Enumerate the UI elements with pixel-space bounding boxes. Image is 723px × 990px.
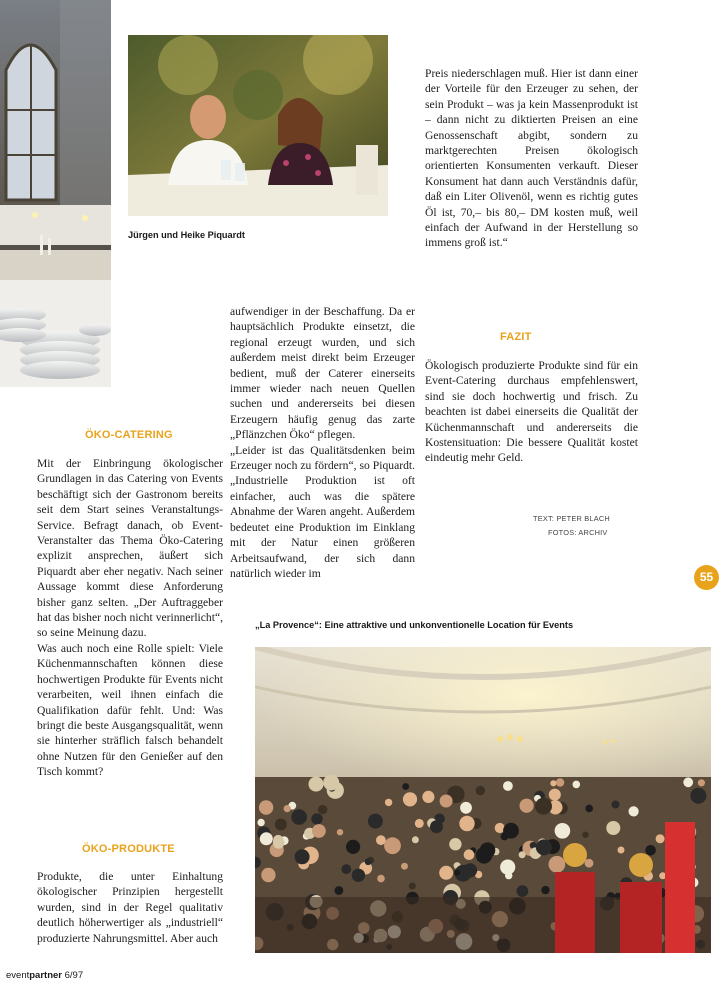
text-credit: TEXT: PETER BLACH — [533, 514, 610, 523]
middle-column — [230, 304, 415, 581]
hall-caption: „La Provence“: Eine attraktive und unkonventionelle Location für Events — [255, 620, 574, 630]
oeko-catering-heading: ÖKO-CATERING — [85, 429, 173, 441]
paragraph: aufwendiger in der Beschaffung. Da er hauptsächlich Produkte einsetzt, die regional erzeugt wurden, und sich außerdem meist direkt beim Erzeuger bedient, muß der Caterer einerseits immer wieder nach neuen Quellen suchen und andererseits bei diesen Erzeugern häufig genug das zarte „Pflänzchen Öko“ pflegen. — [230, 305, 415, 442]
couple-caption: Jürgen und Heike Piquardt — [128, 230, 245, 240]
banquet-photo — [0, 0, 111, 387]
paragraph: Mit der Einbringung ökologischer Grundlagen in das Catering von Events beschäftigt sich der Gastronom bereits seit dem Start seines Veranstaltungs-Service. Befragt danach, ob Event-Veranstalter das Thema Öko-Catering explizit ansprechen, äußert sich Piquardt aber eher negativ. Nach seiner Aussage kommt diese Anforderung bisher ganz selten. „Der Auftraggeber hat das bisher noch nicht verinnerlicht“, so seine Meinung dazu. — [37, 457, 223, 640]
left-column-bottom — [37, 869, 223, 946]
right-column-top — [425, 66, 638, 251]
paragraph: „Leider ist das Qualitätsdenken beim Erzeuger noch zu fördern“, so Piquardt. „Industrielle Produktion ist oft einfacher, auch was die spätere Abnahme der Waren angeht. Außerdem bedeutet eine Produktion im Einklang mit der Natur einen größeren Arbeitsaufwand, der sich dann natürlich wieder im — [230, 443, 415, 580]
oeko-produkte-heading: ÖKO-PRODUKTE — [82, 843, 175, 855]
fazit-heading: FAZIT — [500, 331, 532, 343]
paragraph: Ökologisch produzierte Produkte sind für ein Event-Catering durchaus empfehlenswert, sind sie doch hochwertig und frisch. Zu beachten ist dabei einerseits die Qualität der Küchenmannschaft und andererseits die Kostensituation: Die bessere Qualität kostet eindeutig mehr Geld. — [425, 359, 638, 465]
hall-photo — [255, 647, 711, 953]
paragraph: Was auch noch eine Rolle spielt: Viele Küchenmannschaften können diese hochwertigen Produkte für Events nicht verarbeiten, weil ihnen einfach die Qualifikation dafür fehlt. Und: Was bringt die beste Ausgangsqualität, wenn sie hinterher sträflich falsch behandelt ohne Nutzen für den Genießer auf den Tisch kommt? — [37, 641, 223, 779]
brand-light: event — [6, 970, 30, 981]
fazit-column — [425, 358, 638, 466]
paragraph: Preis niederschlagen muß. Hier ist dann einer der Vorteile für den Erzeuger zu sehen, der sein Produkt – was ja kein Massenprodukt ist – dann nicht zu diktierten Preisen an eine Genossenschaft abgibt, sondern zu marktgerechten Preisen ökologisch orientierten Konsumenten verkauft. Dieser Konsument hat dann auch Verständnis dafür, daß ein Liter Olivenöl, wenn es richtig gutes Öl ist, 70,– bis 80,– DM kosten muß, weil einfach der Aufwand in der Herstellung so immens groß ist.“ — [425, 67, 638, 250]
paragraph: Produkte, die unter Einhaltung ökologischer Prinzipien hergestellt wurden, sind in der Regel qualitativ deutlich höherwertiger als „industriell“ produzierte Nahrungsmittel. Aber auch — [37, 870, 223, 945]
footer — [6, 970, 83, 981]
page-number: 55 — [694, 565, 719, 590]
photo-credit: FOTOS: ARCHIV — [548, 528, 608, 537]
couple-photo — [128, 35, 388, 216]
brand-bold: partner — [29, 970, 62, 981]
issue: 6/97 — [61, 970, 84, 981]
left-column-top — [37, 456, 223, 780]
